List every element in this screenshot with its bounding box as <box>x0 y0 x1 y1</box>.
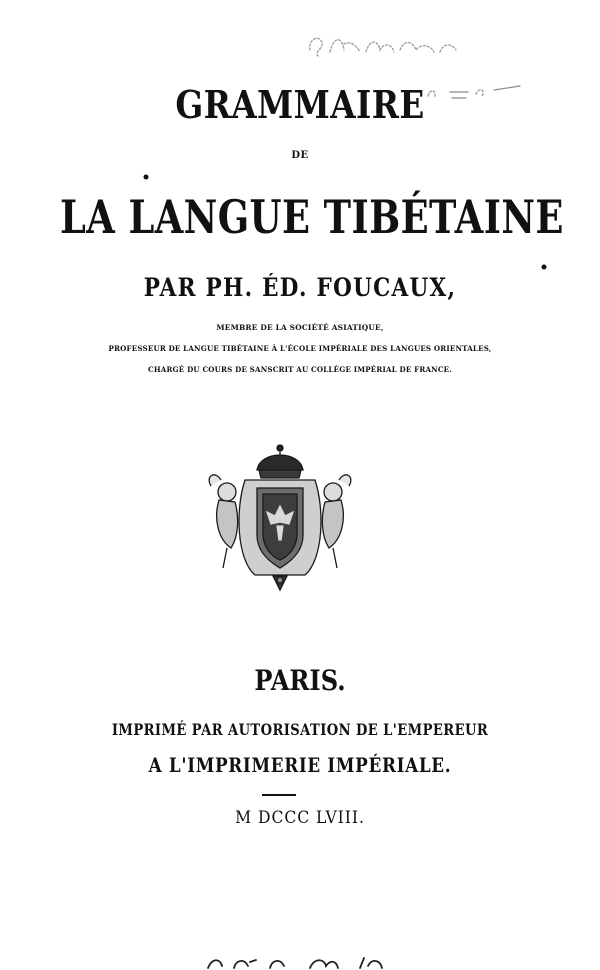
author-role: PROFESSEUR DE LANGUE TIBÉTAINE À L'ÉCOLE IMPÉRIALE DES LANGUES ORIENTALES, <box>108 344 492 353</box>
imperial-coat-of-arms-icon <box>205 440 355 595</box>
author-role: MEMBRE DE LA SOCIÉTÉ ASIATIQUE, <box>216 323 384 332</box>
divider-rule <box>262 794 296 796</box>
handwritten-library-mark <box>300 22 470 62</box>
book-title: GRAMMAIRE <box>175 82 425 127</box>
ink-speck <box>143 174 149 180</box>
imprint-line: IMPRIMÉ PAR AUTORISATION DE L'EMPEREUR <box>111 720 489 739</box>
title-connector: DE <box>291 150 309 161</box>
handwritten-bottom-note <box>200 954 420 970</box>
publication-city: PARIS. <box>254 664 346 697</box>
author-line: PAR PH. ÉD. FOUCAUX, <box>143 273 457 302</box>
author-role: CHARGÉ DU COURS DE SANSCRIT AU COLLÈGE IMPÉRIAL DE FRANCE. <box>148 365 452 374</box>
publication-year: M DCCC LVIII. <box>235 808 365 828</box>
book-subtitle: LA LANGUE TIBÉTAINE <box>60 190 564 244</box>
ink-speck <box>541 264 547 270</box>
imprint-line: A L'IMPRIMERIE IMPÉRIALE. <box>148 753 452 777</box>
